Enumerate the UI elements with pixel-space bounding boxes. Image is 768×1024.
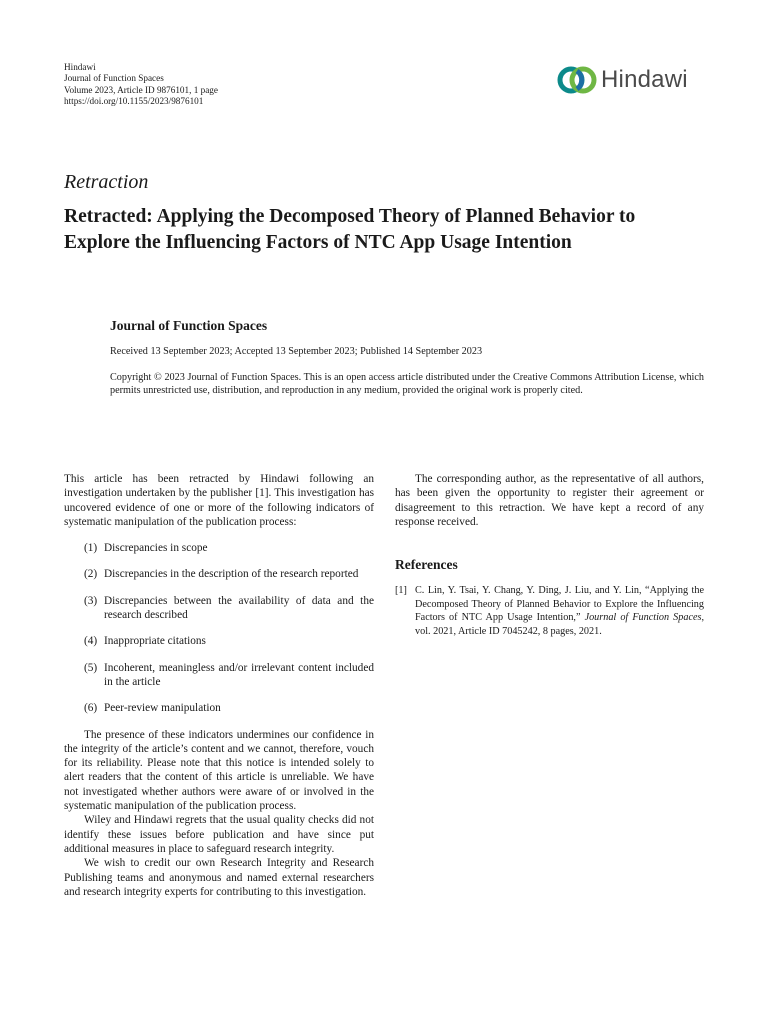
journal-name-header: Journal of Function Spaces — [64, 73, 164, 84]
author-paragraph: The corresponding author, as the representative of all authors, has been given the opportunity to register their agreement or disagreement to this retraction. We have kept a record of any response received. — [395, 473, 704, 528]
list-item: (6) Peer-review manipulation — [84, 702, 221, 715]
publisher-name: Hindawi — [64, 62, 96, 72]
volume-info: Volume 2023, Article ID 9876101, 1 page — [64, 84, 218, 95]
copyright-notice: Copyright © 2023 Journal of Function Spaces. This is an open access article distributed under the Creative Commons Attribution License, which permits unrestricted use, distribution, and reproduction in any medium, provided the original work is properly cited. — [110, 372, 704, 397]
intro-paragraph: This article has been retracted by Hindawi following an investigation undertaken by the publisher [1]. This investigation has uncovered evidence of one or more of the following indicators of systematic manipulation of the publication process: — [64, 473, 374, 528]
reference-number: [1] — [395, 585, 407, 597]
references-heading: References — [395, 557, 458, 573]
publication-dates: Received 13 September 2023; Accepted 13 September 2023; Published 14 September 2023 — [110, 346, 483, 357]
list-item: (5) Incoherent, meaningless and/or irrelevant content included in the article — [84, 661, 374, 688]
credit-paragraph: We wish to credit our own Research Integrity and Research Publishing teams and anonymous and named external researchers and research integrity experts for contributing to this investigation. — [64, 857, 374, 898]
left-column — [64, 472, 374, 899]
list-item: (2) Discrepancies in the description of the research reported — [84, 568, 359, 581]
reference-item — [395, 584, 704, 638]
article-metadata — [64, 62, 218, 108]
journal-name: Journal of Function Spaces — [110, 318, 268, 333]
doi-link[interactable]: https://doi.org/10.1155/2023/9876101 — [64, 96, 204, 107]
hindawi-logo — [557, 62, 688, 98]
article-title: Retracted: Applying the Decomposed Theory of Planned Behavior to Explore the Influencing Factors of NTC App Usage Intention — [64, 206, 636, 253]
presence-paragraph: The presence of these indicators undermines our confidence in the integrity of the article’s content and we cannot, therefore, vouch for its reliability. Please note that this notice is intended solely to alert readers that the content of this article is unreliable. We have not investigated whether authors were aware of or involved in the systematic manipulation of the publication process. — [64, 728, 374, 813]
list-item: (1) Discrepancies in scope — [84, 542, 208, 555]
indicator-list — [64, 541, 374, 715]
wiley-paragraph: Wiley and Hindawi regrets that the usual quality checks did not identify these issues before publication and have since put additional measures in place to safeguard research integrity. — [64, 814, 374, 855]
logo-text: Hindawi — [601, 66, 688, 93]
list-item: (4) Inappropriate citations — [84, 635, 206, 648]
hindawi-logo-icon — [557, 62, 597, 98]
reference-text: C. Lin, Y. Tsai, Y. Chang, Y. Ding, J. Liu, and Y. Lin, “Applying the Decomposed Theory of Planned Behavior to Explore the Influencing Factors of NTC App Usage Intention,” Journal of Function Spaces, vol. 2021, Article ID 7045242, 8 pages, 2021. — [415, 585, 704, 637]
right-column — [395, 472, 704, 638]
list-item: (3) Discrepancies between the availability of data and the research described — [84, 594, 374, 622]
section-label: Retraction — [64, 171, 149, 193]
